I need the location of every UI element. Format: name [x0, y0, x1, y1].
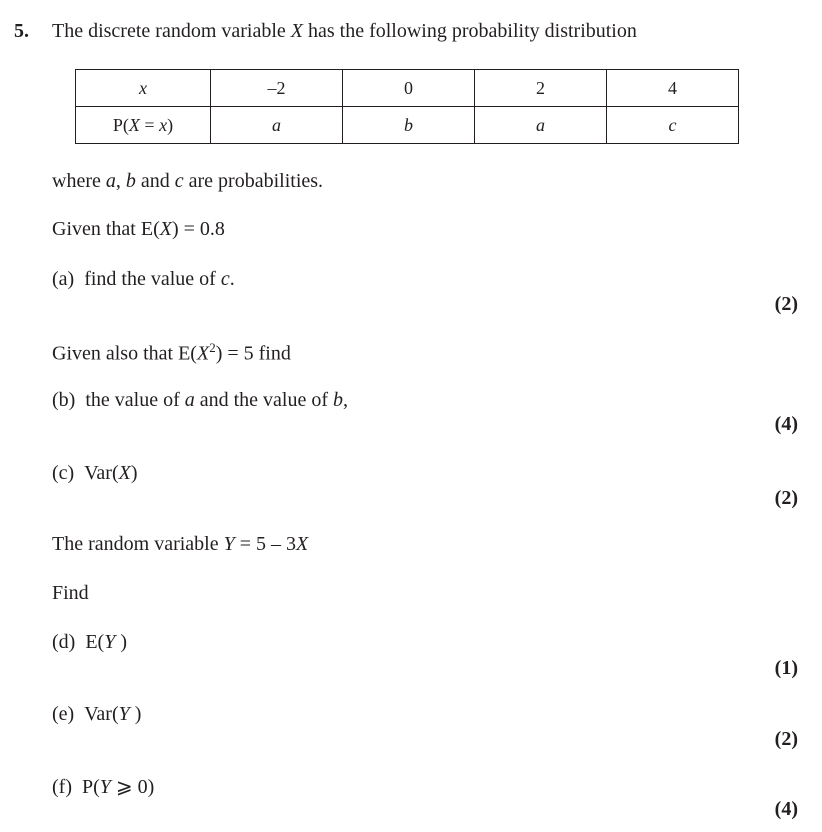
table-header-probability: P(X = x) [76, 107, 211, 144]
random-variable-y: The random variable Y = 5 – 3X [52, 533, 309, 555]
table-cell: c [607, 107, 739, 144]
table-cell: –2 [211, 70, 343, 107]
table-cell: b [343, 107, 475, 144]
part-d: (d) E(Y ) [52, 631, 128, 653]
part-e: (e) Var(Y ) [52, 703, 142, 725]
table-cell: 4 [607, 70, 739, 107]
marks-b: (4) [774, 413, 798, 435]
find-label: Find [52, 582, 89, 604]
given-expectation: Given that E(X) = 0.8 [52, 218, 225, 240]
marks-e: (2) [774, 728, 798, 750]
question-number: 5. [14, 20, 29, 42]
part-a: (a) find the value of c. [52, 268, 235, 290]
probability-distribution-table [75, 69, 739, 144]
marks-f: (4) [774, 798, 798, 820]
marks-c: (2) [774, 487, 798, 509]
table-cell: 0 [343, 70, 475, 107]
table-cell: a [211, 107, 343, 144]
given-second-moment: Given also that $E(X^2) = 5$ find [52, 340, 291, 365]
question-intro: The discrete random variable X has the following probability distribution [52, 20, 637, 42]
table-cell: 2 [475, 70, 607, 107]
part-f: (f) P(Y ⩾ 0) [52, 776, 155, 798]
part-b: (b) the value of a and the value of b, [52, 389, 349, 411]
marks-a: (2) [774, 293, 798, 315]
where-statement: where a, b and c are probabilities. [52, 170, 324, 192]
table-header-x: x [76, 70, 211, 107]
part-c: (c) Var(X) [52, 462, 138, 484]
table-cell: a [475, 107, 607, 144]
table-row [76, 70, 739, 107]
table-row [76, 107, 739, 144]
marks-d: (1) [774, 657, 798, 679]
